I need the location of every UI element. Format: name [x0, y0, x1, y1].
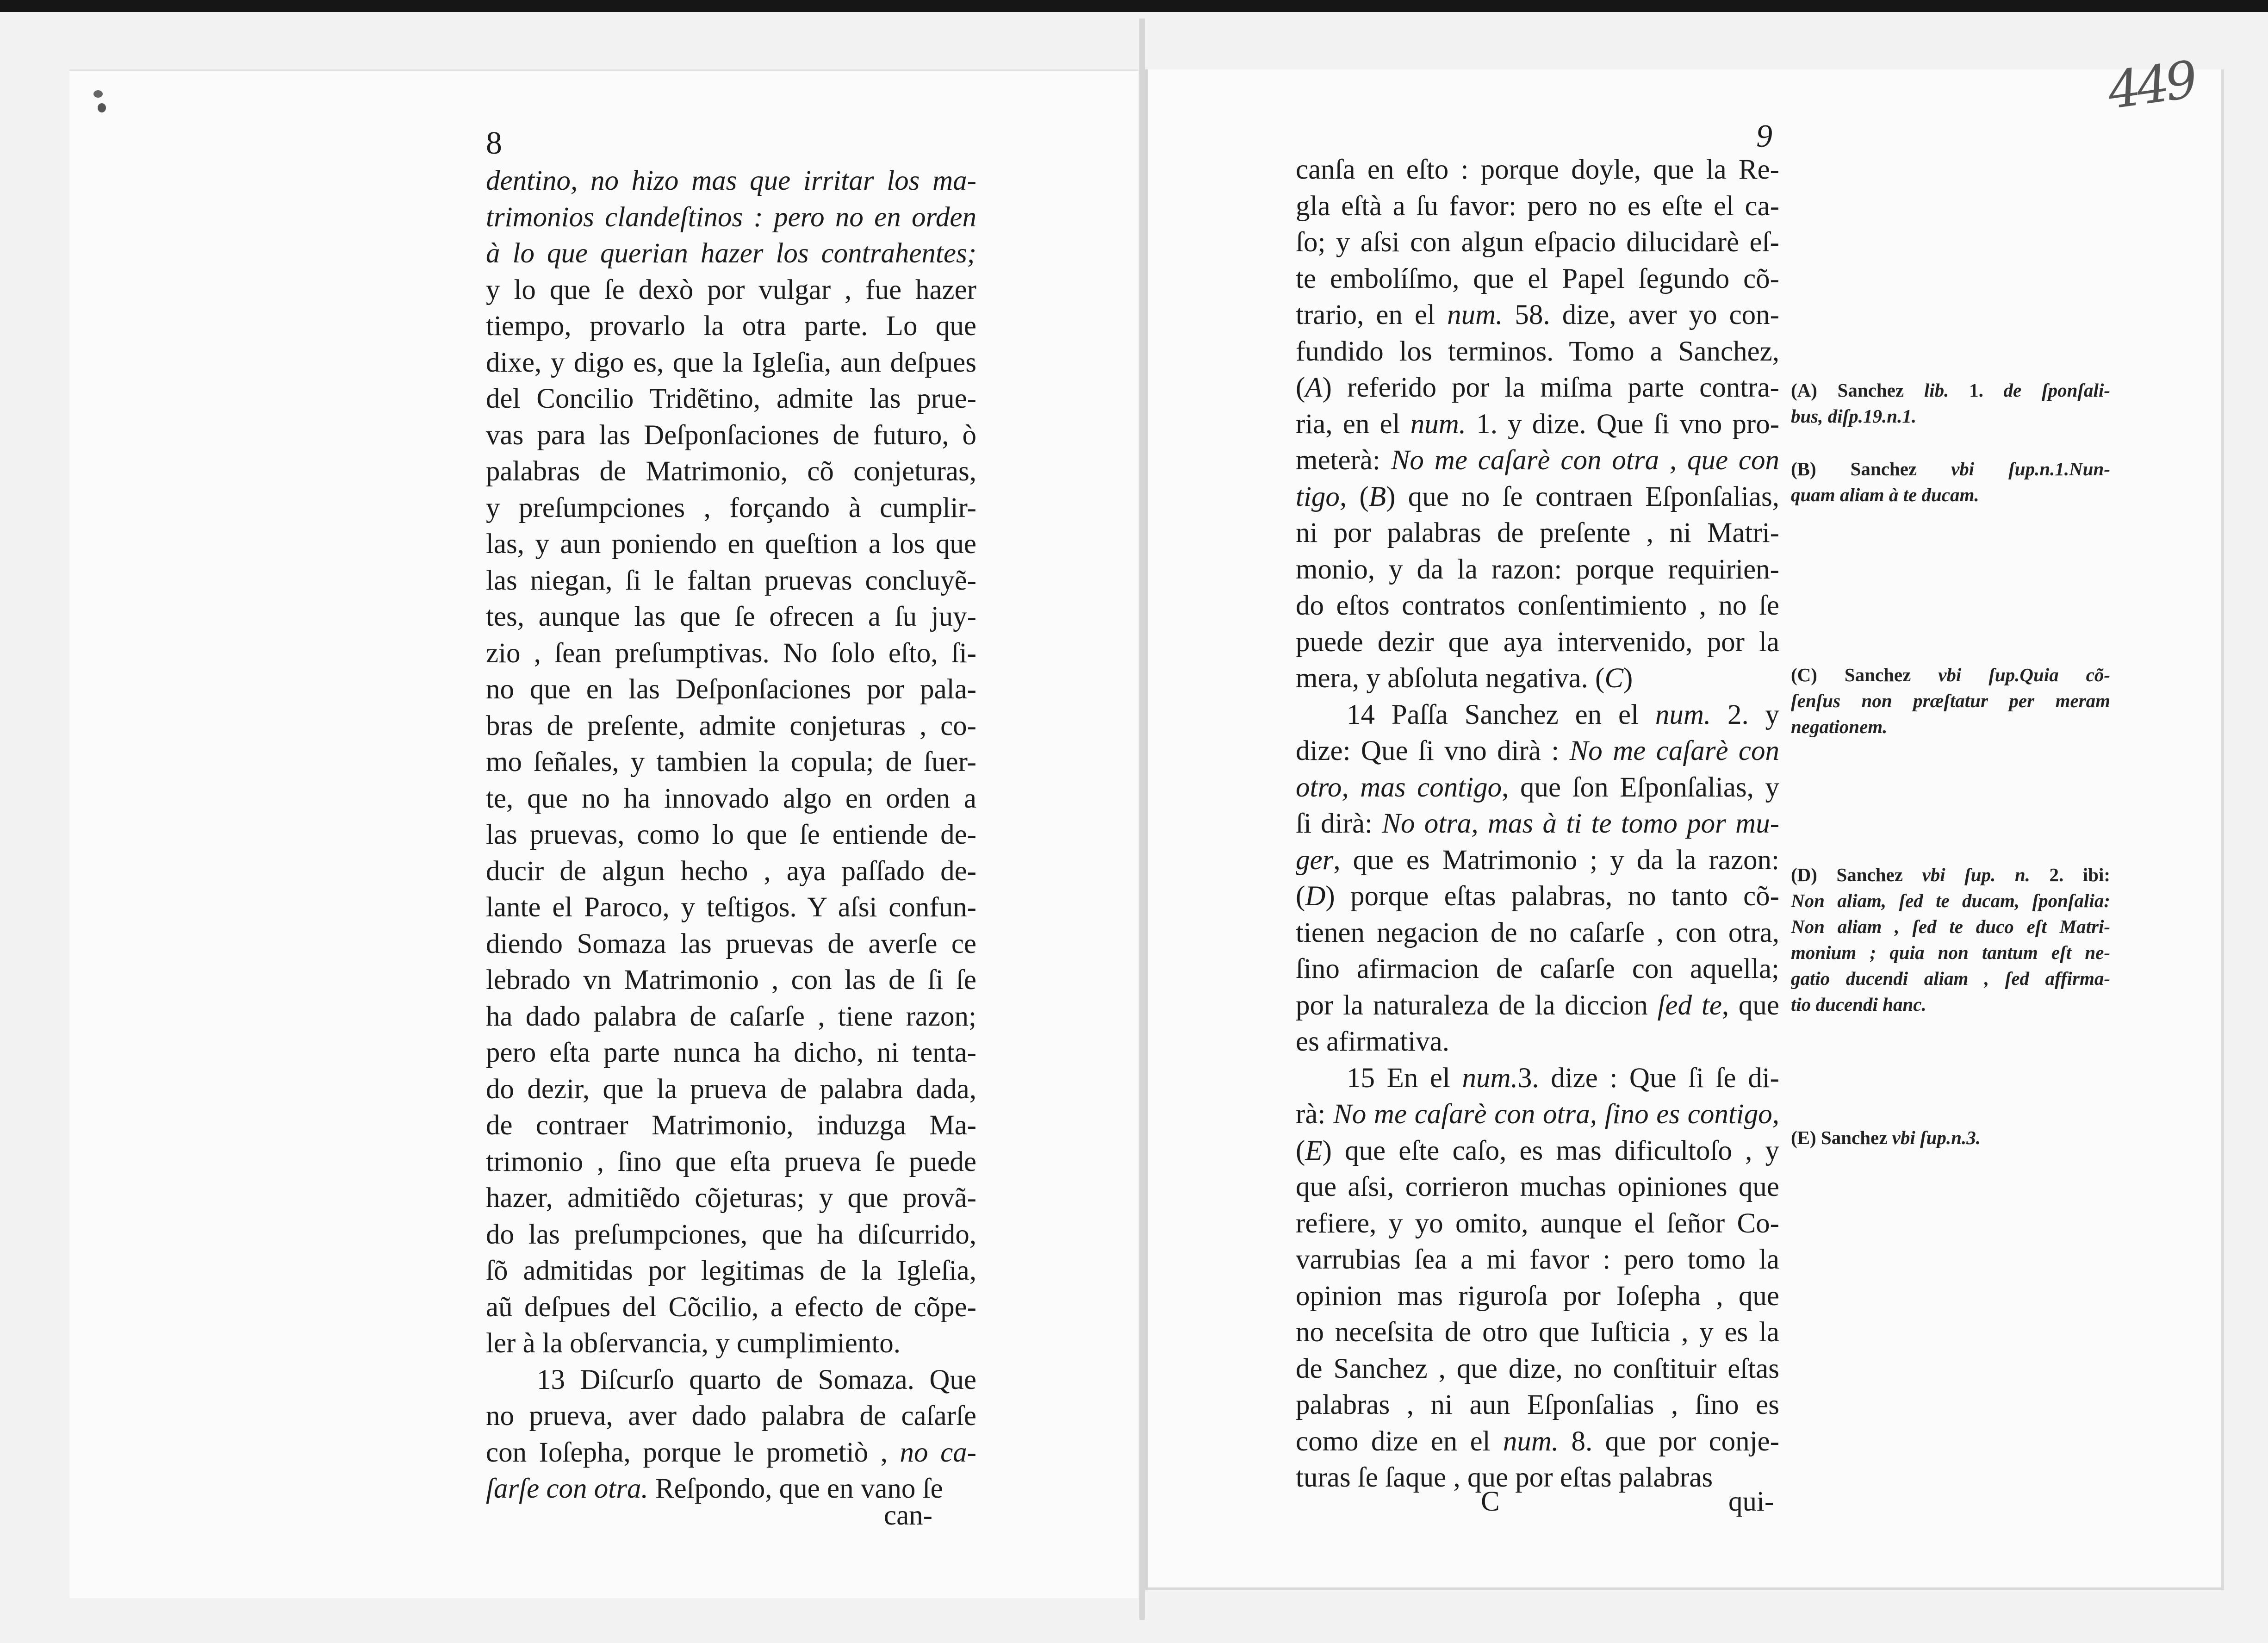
- roman-text: (: [1296, 1135, 1305, 1166]
- italic-text: no ca-: [900, 1437, 976, 1468]
- italic-text: tigo,: [1296, 481, 1347, 512]
- italic-text: No me caſarè con otra, ſino es contigo,: [1333, 1099, 1779, 1130]
- roman-text: fundido los terminos. Tomo a Sanchez,: [1296, 336, 1779, 367]
- italic-text: num.: [1655, 699, 1711, 730]
- italic-text: No otra, mas à ti te tomo por mu-: [1382, 808, 1779, 839]
- signature-mark: C: [1481, 1486, 1500, 1517]
- text-line: [1791, 456, 2110, 482]
- italic-text: D: [1305, 881, 1326, 912]
- roman-text: como dize en el: [1296, 1425, 1503, 1457]
- roman-text: dize: Que ſi vno dirà :: [1296, 735, 1570, 766]
- text-line: [1296, 406, 1779, 443]
- text-line: [486, 1108, 976, 1144]
- roman-text: ſõ admitidas por legitimas de la Igleſia,: [486, 1255, 976, 1286]
- text-line: [486, 708, 976, 745]
- italic-text: B: [1368, 481, 1386, 512]
- roman-text: ): [1623, 663, 1633, 694]
- text-line: [486, 1253, 976, 1289]
- text-line: [486, 744, 976, 781]
- roman-text: aũ deſpues del Cõcilio, a efecto de cõpe-: [486, 1291, 976, 1323]
- text-line: [486, 890, 976, 926]
- roman-text: opinion mas riguroſa por Ioſepha , que: [1296, 1280, 1779, 1312]
- roman-text: 13 Diſcurſo quarto de Somaza. Que: [537, 1364, 976, 1395]
- roman-text: 2. ibi:: [2030, 864, 2110, 885]
- roman-text: del Concilio Tridẽtino, admite las prue-: [486, 383, 976, 414]
- roman-text: 3. dize : Que ſi ſe di-: [1517, 1062, 1779, 1094]
- text-line: [1791, 914, 2110, 940]
- roman-text: y preſumpciones , forçando à cumplir-: [486, 492, 976, 523]
- italic-text: num.: [1447, 299, 1503, 330]
- italic-text: No me caſarè con otra , que con: [1391, 445, 1779, 476]
- right-page-number: 9: [1756, 118, 1772, 154]
- text-line: [1296, 1206, 1779, 1242]
- roman-text: 1. y dize. Que ſi vno pro-: [1466, 408, 1779, 440]
- roman-text: las niegan, ſi le faltan pruevas concluyẽ-: [486, 565, 976, 596]
- scan-top-edge: [0, 0, 2268, 12]
- handwritten-folio-number: 449: [2104, 50, 2198, 121]
- roman-text: do dezir, que la prueva de palabra dada,: [486, 1073, 976, 1105]
- text-line: [1296, 915, 1779, 952]
- text-line: [486, 962, 976, 999]
- text-line: [1791, 662, 2110, 688]
- text-line: [486, 308, 976, 345]
- roman-text: (A) Sanchez: [1791, 380, 1924, 401]
- roman-text: ſi dirà:: [1296, 808, 1382, 839]
- roman-text: mera, y abſoluta negativa. (: [1296, 663, 1605, 694]
- roman-text: 1.: [1949, 380, 2004, 401]
- roman-text: que aſsi, corrieron muchas opiniones que: [1296, 1171, 1779, 1202]
- left-page-number: 8: [486, 125, 502, 161]
- italic-text: gatio ducendi aliam , ſed affirma-: [1791, 968, 2110, 989]
- italic-text: vbi ſup.n.3.: [1892, 1127, 1981, 1148]
- roman-text: gla eſtà a ſu favor: pero no es eſte el ca-: [1296, 190, 1779, 222]
- roman-text: Reſpondo, que en vano ſe: [648, 1473, 943, 1504]
- roman-text: con Ioſepha, porque le prometiò ,: [486, 1437, 900, 1468]
- roman-text: (B) Sanchez: [1791, 458, 1951, 479]
- roman-text: do las preſumpciones, que ha diſcurrido,: [486, 1219, 976, 1250]
- italic-text: E: [1305, 1135, 1323, 1166]
- roman-text: no prueva, aver dado palabra de caſarſe: [486, 1400, 976, 1431]
- roman-text: tes, aunque las que ſe ofrecen a ſu juy-: [486, 601, 976, 632]
- text-line: [486, 817, 976, 853]
- right-text-column: [1296, 152, 1779, 1496]
- roman-text: tiempo, provarlo la otra parte. Lo que: [486, 311, 976, 342]
- text-line: [1791, 940, 2110, 965]
- roman-text: ler à la obſervancia, y cumplimiento.: [486, 1328, 901, 1359]
- italic-text: negationem.: [1791, 716, 1888, 737]
- text-line: [486, 1217, 976, 1253]
- text-line: [486, 345, 976, 381]
- roman-text: ha dado palabra de caſarſe , tiene razon;: [486, 1001, 976, 1032]
- text-line: [1296, 1460, 1779, 1496]
- roman-text: rà:: [1296, 1099, 1334, 1130]
- text-line: [1296, 1351, 1779, 1388]
- text-line: [486, 417, 976, 454]
- text-line: [1791, 714, 2110, 740]
- roman-text: ) que eſte caſo, es mas dificultoſo , y: [1322, 1135, 1779, 1166]
- roman-text: las, y aun poniendo en queſtion a los que: [486, 529, 976, 560]
- text-line: [1296, 1242, 1779, 1278]
- roman-text: (E) Sanchez: [1791, 1127, 1892, 1148]
- roman-text: do eſtos contratos conſentimiento , no ſe: [1296, 590, 1779, 621]
- roman-text: diendo Somaza las pruevas de averſe ce: [486, 928, 976, 959]
- margin-note-d: [1791, 862, 2110, 1017]
- text-line: [1296, 1024, 1779, 1060]
- text-line: [1791, 403, 2110, 429]
- roman-text: trario, en el: [1296, 299, 1448, 330]
- text-line: [1296, 624, 1779, 661]
- roman-text: ſo; y aſsi con algun eſpacio dilucidarè eſ-: [1296, 227, 1779, 258]
- roman-text: (C) Sanchez: [1791, 664, 1939, 685]
- italic-text: Non aliam, ſed te ducam, ſponſalia:: [1791, 890, 2110, 911]
- roman-text: (: [1347, 481, 1369, 512]
- italic-text: No me caſarè con: [1569, 735, 1779, 766]
- text-line: [486, 999, 976, 1035]
- text-line: [486, 1071, 976, 1108]
- roman-text: refiere, y yo omito, aunque el ſeñor Co-: [1296, 1207, 1779, 1239]
- italic-text: ſenſus non præſtatur per meram: [1791, 690, 2110, 711]
- roman-text: ſino afirmacion de caſarſe con aquella;: [1296, 953, 1779, 984]
- text-line: [1296, 442, 1779, 479]
- italic-text: quam aliam à te ducam.: [1791, 484, 1979, 505]
- roman-text: de contraer Matrimonio, induzga Ma-: [486, 1110, 976, 1141]
- roman-text: lebrado vn Matrimonio , con las de ſi ſe: [486, 965, 976, 996]
- roman-text: lante el Paroco, y teſtigos. Y aſsi confun-: [486, 892, 976, 923]
- text-line: [486, 1435, 976, 1471]
- italic-text: tio ducendi hanc.: [1791, 994, 1926, 1015]
- text-line: [486, 781, 976, 817]
- margin-note-a: [1791, 377, 2110, 429]
- italic-text: num.: [1410, 408, 1466, 440]
- roman-text: monio, y da la razon: porque requirien-: [1296, 554, 1779, 585]
- roman-text: es afirmativa.: [1296, 1026, 1449, 1057]
- italic-text: ſarſe con otra.: [486, 1473, 648, 1504]
- text-line: [1791, 862, 2110, 888]
- roman-text: ) que no ſe contraen Eſponſalias,: [1386, 481, 1779, 512]
- margin-note-c: [1791, 662, 2110, 740]
- text-line: [1296, 261, 1779, 298]
- roman-text: por la naturaleza de la diccion: [1296, 990, 1658, 1021]
- margin-note-e: [1791, 1125, 2110, 1151]
- text-line: [1296, 334, 1779, 370]
- italic-text: num.: [1462, 1062, 1518, 1094]
- text-line: [1296, 588, 1779, 624]
- text-line: [486, 1289, 976, 1326]
- roman-text: 8. que por conje-: [1559, 1425, 1779, 1457]
- roman-text: dixe, y digo es, que la Igleſia, aun deſpues: [486, 347, 976, 378]
- text-line: [1791, 688, 2110, 714]
- italic-text: Non aliam , ſed te duco eſt Matri-: [1791, 916, 2110, 937]
- roman-text: puede dezir que aya intervenido, por la: [1296, 626, 1779, 658]
- roman-text: ria, en el: [1296, 408, 1411, 440]
- roman-text: bras de preſente, admite conjeturas , co-: [486, 710, 976, 741]
- text-line: [1296, 1169, 1779, 1206]
- text-line: [1791, 1125, 2110, 1151]
- italic-text: trimonios clandeſtinos : pero no en orden: [486, 201, 976, 233]
- italic-text: vbi ſup.Quia cõ-: [1938, 664, 2110, 685]
- text-line: [1296, 152, 1779, 188]
- text-line: [1296, 552, 1779, 588]
- roman-text: te, que no ha innovado algo en orden a: [486, 783, 976, 814]
- roman-text: , que ſon Eſponſalias, y: [1502, 772, 1779, 803]
- text-line: [1296, 878, 1779, 915]
- text-line: [486, 381, 976, 417]
- text-line: [1296, 697, 1779, 734]
- roman-text: , que: [1721, 990, 1779, 1021]
- text-line: [1296, 951, 1779, 988]
- roman-text: zio , ſean preſumptivas. No ſolo eſto, ſi-: [486, 637, 976, 669]
- text-line: [1296, 1060, 1779, 1097]
- italic-text: ger: [1296, 844, 1334, 876]
- roman-text: (: [1296, 881, 1305, 912]
- italic-text: vbi ſup. n.: [1922, 864, 2030, 885]
- text-line: [1791, 377, 2110, 403]
- text-line: [1296, 515, 1779, 552]
- text-line: [1296, 188, 1779, 225]
- ink-smudge-icon: [93, 86, 111, 118]
- text-line: [1791, 482, 2110, 508]
- italic-text: ſed te: [1657, 990, 1722, 1021]
- text-line: [486, 199, 976, 236]
- roman-text: turas ſe ſaque , que por eſtas palabras: [1296, 1462, 1713, 1493]
- text-line: [1791, 965, 2110, 991]
- italic-text: dentino, no hizo mas que irritar los ma-: [486, 165, 976, 196]
- roman-text: y lo que ſe dexò por vulgar , fue hazer: [486, 274, 976, 305]
- roman-text: 2. y: [1711, 699, 1779, 730]
- text-line: [486, 563, 976, 599]
- right-catchword: qui-: [1728, 1486, 1774, 1517]
- text-line: [1296, 842, 1779, 879]
- book-gutter: [1139, 19, 1145, 1620]
- roman-text: (: [1296, 372, 1305, 403]
- italic-text: monium ; quia non tantum eſt ne-: [1791, 942, 2110, 963]
- text-line: [1296, 1424, 1779, 1460]
- italic-text: de ſponſali-: [2003, 380, 2110, 401]
- text-line: [486, 1180, 976, 1217]
- roman-text: te embolíſmo, que el Papel ſegundo cõ-: [1296, 263, 1779, 294]
- text-line: [486, 635, 976, 672]
- roman-text: ni por palabras de preſente , ni Matri-: [1296, 517, 1779, 548]
- text-line: [486, 1398, 976, 1435]
- text-line: [1296, 733, 1779, 770]
- text-line: [486, 236, 976, 272]
- roman-text: tienen negacion de no caſarſe , con otra,: [1296, 917, 1779, 948]
- text-line: [486, 454, 976, 490]
- roman-text: hazer, admitiẽdo cõjeturas; y que provã-: [486, 1182, 976, 1214]
- text-line: [1296, 988, 1779, 1024]
- roman-text: 14 Paſſa Sanchez en el: [1347, 699, 1655, 730]
- left-catchword: can-: [884, 1500, 932, 1531]
- text-line: [1296, 1096, 1779, 1133]
- text-line: [1296, 297, 1779, 334]
- text-line: [486, 163, 976, 199]
- roman-text: , que es Matrimonio ; y da la razon:: [1333, 844, 1779, 876]
- text-line: [486, 599, 976, 635]
- roman-text: vas para las Deſponſaciones de futuro, ò: [486, 419, 976, 451]
- italic-text: otro, mas contigo: [1296, 772, 1502, 803]
- roman-text: palabras , ni aun Eſponſalias , ſino es: [1296, 1389, 1779, 1420]
- text-line: [1296, 224, 1779, 261]
- roman-text: varrubias ſea a mi favor : pero tomo la: [1296, 1244, 1779, 1275]
- roman-text: no que en las Deſponſaciones por pala-: [486, 674, 976, 705]
- text-line: [1296, 806, 1779, 842]
- text-line: [486, 1144, 976, 1181]
- text-line: [1296, 479, 1779, 516]
- text-line: [486, 272, 976, 309]
- italic-text: C: [1604, 663, 1624, 694]
- text-line: [486, 1035, 976, 1071]
- text-line: [486, 490, 976, 527]
- roman-text: mo ſeñales, y tambien la copula; de ſuer-: [486, 747, 976, 778]
- text-line: [1296, 770, 1779, 806]
- text-line: [1791, 888, 2110, 914]
- text-line: [1791, 991, 2110, 1017]
- text-line: [486, 1362, 976, 1399]
- text-line: [1296, 1314, 1779, 1351]
- roman-text: 15 En el: [1347, 1062, 1462, 1094]
- roman-text: palabras de Matrimonio, cõ conjeturas,: [486, 456, 976, 487]
- roman-text: las pruevas, como lo que ſe entiende de-: [486, 819, 976, 850]
- roman-text: de Sanchez , que dize, no conſtituir eſtas: [1296, 1353, 1779, 1384]
- text-line: [486, 526, 976, 563]
- text-line: [1296, 1278, 1779, 1315]
- italic-text: bus, diſp.19.n.1.: [1791, 405, 1917, 427]
- text-line: [1296, 370, 1779, 406]
- italic-text: lib.: [1924, 380, 1949, 401]
- margin-note-b: [1791, 456, 2110, 508]
- text-line: [1296, 1133, 1779, 1170]
- roman-text: trimonio , ſino que eſta prueva ſe puede: [486, 1146, 976, 1177]
- roman-text: ducir de algun hecho , aya paſſado de-: [486, 855, 976, 887]
- text-line: [486, 672, 976, 708]
- italic-text: à lo que querian hazer los contrahentes;: [486, 238, 976, 269]
- text-line: [1296, 660, 1779, 697]
- roman-text: ) referido por la miſma parte contra-: [1322, 372, 1779, 403]
- text-line: [1296, 1387, 1779, 1424]
- roman-text: meterà:: [1296, 445, 1391, 476]
- italic-text: num.: [1503, 1425, 1559, 1457]
- text-line: [486, 1326, 976, 1362]
- roman-text: (D) Sanchez: [1791, 864, 1922, 885]
- text-line: [486, 926, 976, 963]
- roman-text: no neceſsita de otro que Iuſticia , y es la: [1296, 1317, 1779, 1348]
- text-line: [486, 853, 976, 890]
- italic-text: A: [1305, 372, 1323, 403]
- roman-text: ) porque eſtas palabras, no tanto cõ-: [1325, 881, 1779, 912]
- italic-text: vbi ſup.n.1.Nun-: [1951, 458, 2110, 479]
- roman-text: 58. dize, aver yo con-: [1503, 299, 1779, 330]
- left-text-column: [486, 163, 976, 1507]
- roman-text: canſa en eſto : porque doyle, que la Re-: [1296, 154, 1779, 185]
- roman-text: pero eſta parte nunca ha dicho, ni tenta-: [486, 1037, 976, 1068]
